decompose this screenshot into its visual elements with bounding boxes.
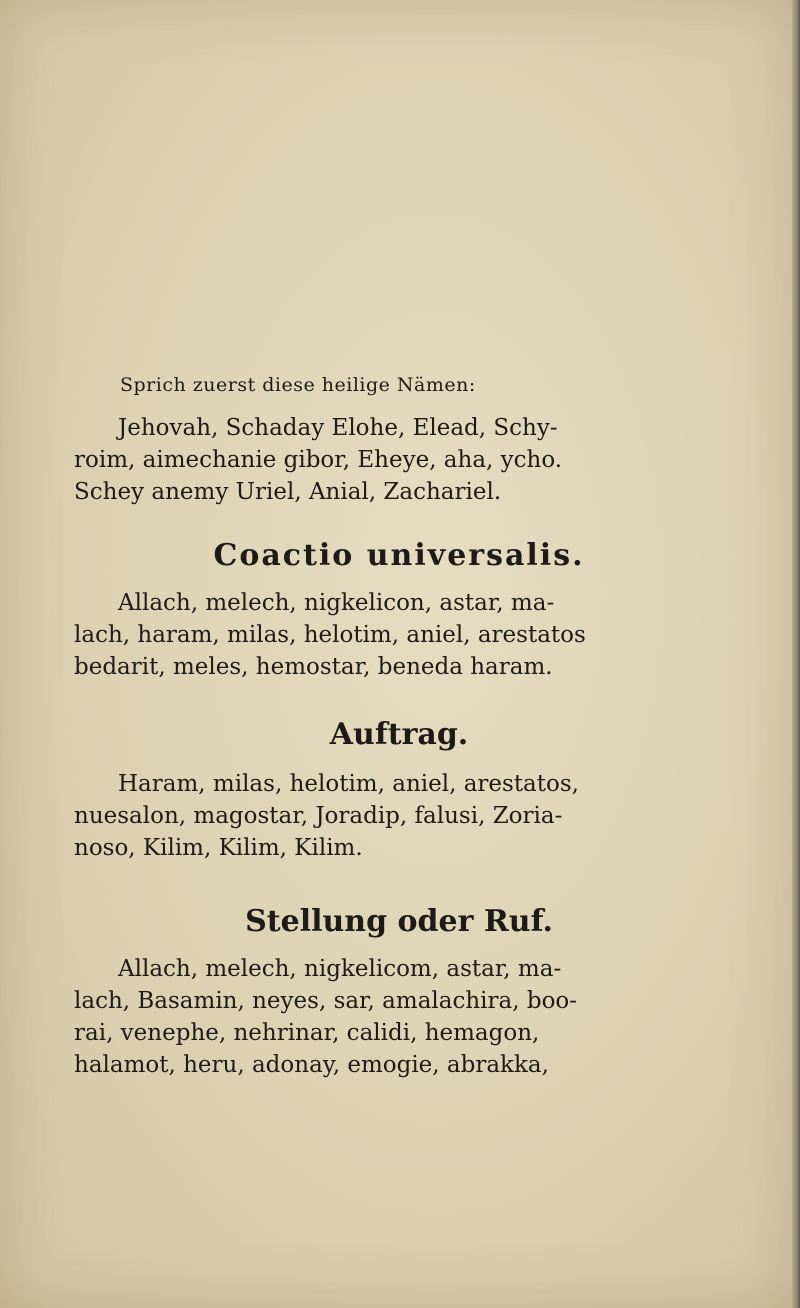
text-line: noso, Kilim, Kilim, Kilim. <box>74 835 363 861</box>
intro-line: Sprich zuerst diese heilige Nämen: <box>120 374 476 396</box>
heading-stellung: Stellung oder Ruf. <box>245 904 553 939</box>
text-line: roim, aimechanie gibor, Eheye, aha, ycho. <box>74 447 563 473</box>
heading-coactio: Coactio universalis. <box>213 538 585 573</box>
text-line: Allach, melech, nigkelicom, astar, ma- <box>118 956 562 982</box>
book-edge <box>792 0 800 1308</box>
text-line: Jehovah, Schaday Elohe, Elead, Schy- <box>118 415 558 441</box>
text-line: rai, venephe, nehrinar, calidi, hemagon, <box>74 1020 540 1046</box>
text-line: lach, haram, milas, helotim, aniel, arestatos <box>74 622 586 648</box>
page-text <box>74 370 724 1081</box>
text-line: lach, Basamin, neyes, sar, amalachira, boo- <box>74 988 578 1014</box>
text-line: bedarit, meles, hemostar, beneda haram. <box>74 654 553 680</box>
text-line: halamot, heru, adonay, emogie, abrakka, <box>74 1052 549 1078</box>
paragraph-names <box>74 412 724 508</box>
paragraph-coactio <box>74 587 724 683</box>
text-line: Schey anemy Uriel, Anial, Zachariel. <box>74 479 502 505</box>
text-line: nuesalon, magostar, Joradip, falusi, Zoria- <box>74 803 563 829</box>
heading-auftrag: Auftrag. <box>329 717 469 752</box>
text-line: Allach, melech, nigkelicon, astar, ma- <box>118 590 555 616</box>
paragraph-auftrag <box>74 768 724 864</box>
paragraph-stellung <box>74 953 724 1081</box>
text-line: Haram, milas, helotim, aniel, arestatos, <box>118 771 579 797</box>
